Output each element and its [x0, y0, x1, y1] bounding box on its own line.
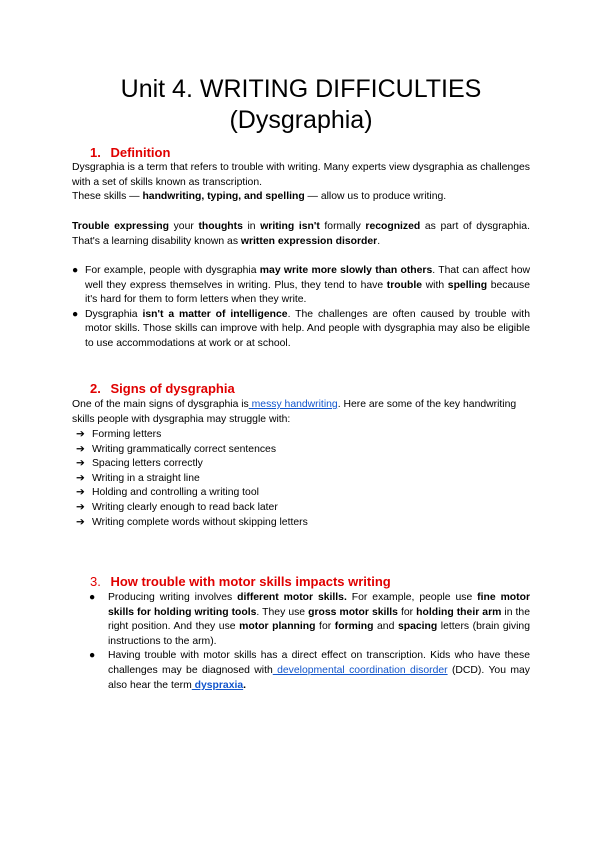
bullet-icon: ● — [72, 308, 79, 320]
bullet-text-a: Having trouble with motor skills has a direct effect on transcription. Kids who have these challenges may be diagnosed with — [108, 650, 530, 676]
section-3-title: How trouble with motor skills impacts writing — [110, 574, 391, 589]
arrow-icon: ➔ — [76, 429, 85, 440]
text-run: Dysgraphia — [85, 308, 143, 320]
bullet-icon: ● — [89, 592, 96, 603]
text-run: for — [397, 606, 417, 618]
text-run: and — [373, 621, 398, 633]
text-run: . They use — [256, 606, 309, 618]
section-1-heading — [90, 145, 170, 161]
bullet-text — [108, 592, 530, 647]
bullet-text-end: . — [243, 679, 247, 691]
list-item — [72, 649, 530, 693]
signs-arrow-list — [76, 428, 516, 530]
signs-intro-text-b: . Here are some of the key handwriting skills people with dysgraphia may struggle with: — [72, 399, 517, 425]
arrow-icon: ➔ — [76, 458, 85, 470]
bold-text: forming — [334, 621, 374, 633]
p2-text-bold: handwriting, typing, and spelling — [142, 191, 305, 202]
list-item — [72, 264, 530, 308]
bold-text: isn't a matter of intelligence — [142, 308, 288, 320]
list-item-text: Writing clearly enough to read back later — [92, 501, 278, 513]
signs-intro-text-a: One of the main signs of dysgraphia is — [72, 399, 249, 410]
list-item-text: Spacing letters correctly — [92, 458, 203, 470]
text-run: as part of dysgraphia. That's a learning disability known as — [72, 221, 530, 247]
bullet-text-b: (DCD). You may also hear the term — [108, 664, 530, 691]
title-line-2: (Dysgraphia) — [229, 106, 373, 134]
messy-handwriting-link[interactable]: messy handwriting — [248, 399, 338, 410]
motor-skills-bullet-list — [72, 591, 530, 693]
bold-text: writing isn't — [260, 221, 320, 232]
list-item — [72, 308, 530, 352]
text-run: in the right position. And they use — [108, 606, 530, 633]
document-title — [72, 74, 530, 136]
section-3-heading — [90, 574, 391, 590]
section-2-number: 2. — [90, 381, 101, 396]
arrow-icon: ➔ — [76, 487, 85, 499]
list-item — [76, 443, 516, 458]
bold-text: recognized — [365, 221, 421, 232]
bullet-text — [85, 265, 530, 305]
bullet-icon: ● — [89, 650, 96, 662]
section-1-title: Definition — [110, 145, 171, 160]
definition-paragraph-2 — [72, 190, 530, 205]
list-item-text: Writing complete words without skipping letters — [92, 516, 308, 528]
dcd-link[interactable]: developmental coordination disorder — [272, 664, 448, 676]
arrow-icon: ➔ — [76, 443, 85, 455]
bullet-icon: ● — [72, 265, 79, 276]
text-run: your — [169, 221, 199, 232]
text-run: Producing writing involves — [108, 592, 238, 603]
bold-text: gross motor skills — [308, 606, 398, 618]
list-item — [76, 428, 516, 443]
list-item-text: Writing in a straight line — [92, 472, 200, 484]
definition-paragraph-1: Dysgraphia is a term that refers to trouble with writing. Many experts view dysgraphia as challenges with a set of skills known as transcription. — [72, 162, 530, 188]
text-run: in — [242, 221, 261, 232]
text-run: For example, people with dysgraphia — [85, 265, 260, 276]
text-run: with — [422, 279, 448, 291]
list-item-text: Holding and controlling a writing tool — [92, 487, 259, 499]
bold-text: thoughts — [198, 221, 243, 232]
list-item — [72, 591, 530, 649]
arrow-icon: ➔ — [76, 501, 85, 513]
p2-text-c: — allow us to produce writing. — [304, 191, 447, 202]
dyspraxia-link[interactable]: dyspraxia — [191, 679, 244, 691]
list-item-text: Writing grammatically correct sentences — [92, 443, 277, 455]
bullet-text — [108, 650, 530, 690]
text-run: formally — [319, 221, 366, 232]
section-2-heading — [90, 381, 235, 397]
bold-text: may write more slowly than others — [259, 265, 433, 276]
definition-paragraph-3 — [72, 220, 530, 249]
list-item-text: Forming letters — [92, 429, 162, 440]
bullet-text — [85, 309, 530, 349]
section-1-number: 1. — [90, 145, 101, 160]
text-run: For example, people use — [346, 592, 478, 603]
text-run: letters (brain giving instructions to the arm). — [108, 621, 530, 647]
arrow-icon: ➔ — [76, 516, 85, 528]
section-3-number: 3. — [90, 574, 101, 589]
bold-text: different motor skills. — [237, 592, 347, 603]
bold-text: fine motor skills for holding writing tools — [108, 592, 531, 618]
text-run: . That can affect how well they express themselves in writing. Plus, they tend to have — [85, 265, 531, 291]
p2-text-a: These skills — — [72, 191, 143, 202]
list-item — [76, 457, 516, 472]
bold-text: trouble — [386, 279, 423, 291]
title-line-1: Unit 4. WRITING DIFFICULTIES — [120, 75, 482, 103]
text-run: because it's hard for them to form letters when they write. — [85, 279, 530, 306]
bold-text: spelling — [447, 279, 488, 291]
list-item — [76, 501, 516, 516]
bold-text: Trouble expressing — [72, 221, 169, 232]
bold-text: motor planning — [239, 621, 316, 633]
bold-text: spacing — [397, 621, 438, 633]
bold-text: written expression disorder — [240, 235, 378, 247]
definition-bullet-list — [72, 264, 530, 352]
signs-intro-paragraph — [72, 398, 530, 427]
text-run: for — [315, 621, 335, 633]
list-item — [76, 472, 516, 487]
list-item — [76, 486, 516, 501]
section-2-title: Signs of dysgraphia — [110, 381, 235, 396]
text-run: . The challenges are often caused by trouble with motor skills. Those skills can improve with help. And people with dysgraphia may also be eligible to use accommodations at work or at school. — [85, 308, 530, 349]
list-item — [76, 516, 516, 531]
text-run: . — [377, 235, 381, 247]
arrow-icon: ➔ — [76, 472, 85, 484]
bold-text: holding their arm — [416, 606, 502, 618]
